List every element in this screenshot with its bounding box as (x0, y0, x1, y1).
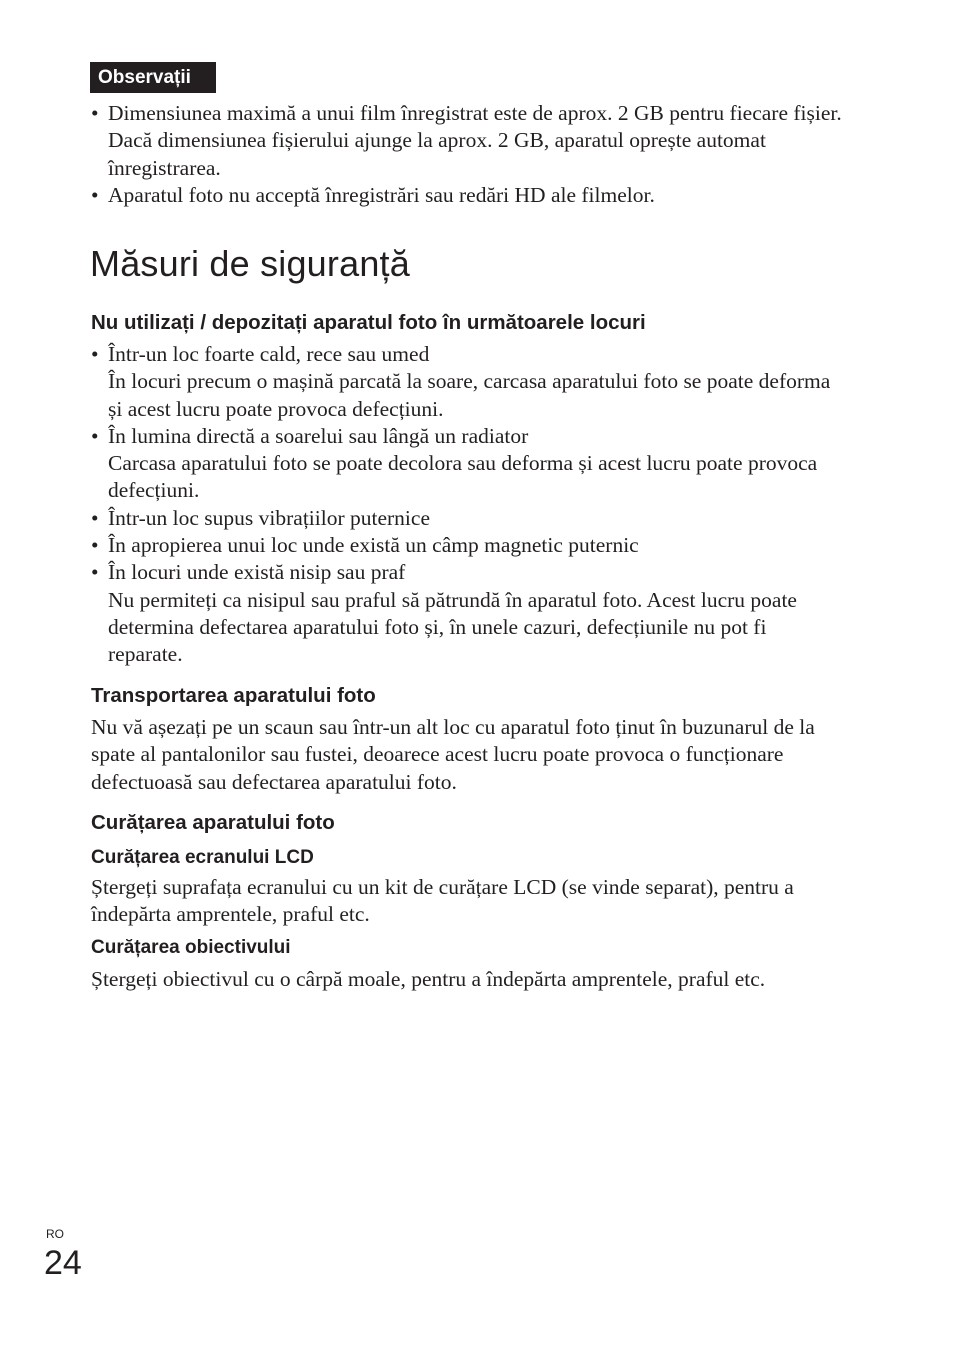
page-number: 24 (44, 1244, 82, 1282)
bullet-icon: • (91, 423, 99, 448)
list-item (91, 532, 843, 559)
cleaning-heading: Curățarea aparatului foto (91, 811, 335, 834)
item-detail: Carcasa aparatului foto se poate decolora sau deforma și acest lucru poate provoca defecțiuni. (108, 451, 818, 503)
note-text: Aparatul foto nu acceptă înregistrări sau redări HD ale filmelor. (108, 182, 655, 207)
storage-list (91, 341, 843, 669)
note-text: Dimensiunea maximă a unui film înregistrat este de aprox. 2 GB pentru fiecare fișier. Dacă dimensiunea fișierului ajunge la aprox. 2 GB, aparatul oprește automat înregistrarea. (108, 101, 842, 180)
lens-cleaning-body: Ștergeți obiectivul cu o cârpă moale, pentru a îndepărta amprentele, praful etc. (91, 967, 766, 991)
bullet-icon: • (91, 560, 99, 585)
list-item (91, 100, 851, 182)
bullet-icon: • (91, 342, 99, 366)
list-item (91, 341, 843, 423)
list-item (91, 182, 851, 209)
item-text: În apropierea unui loc unde există un câmp magnetic puternic (108, 533, 639, 558)
item-text: În lumina directă a soarelui sau lângă un radiator (108, 423, 529, 448)
list-item (91, 559, 843, 668)
list-item (91, 423, 843, 505)
language-code: RO (46, 1227, 64, 1241)
lcd-cleaning-body: Ștergeți suprafața ecranului cu un kit de curățare LCD (se vinde separat), pentru a îndepărta amprentele, praful etc. (91, 875, 794, 927)
bullet-icon: • (91, 505, 99, 530)
notes-list (91, 100, 851, 209)
bullet-icon: • (91, 182, 99, 207)
storage-heading: Nu utilizați / depozitați aparatul foto în următoarele locuri (91, 311, 646, 334)
bullet-icon: • (91, 101, 99, 125)
transport-body: Nu vă așezați pe un scaun sau într-un alt loc cu aparatul foto ținut în buzunarul de la spate al pantalonilor sau fustei, deoarece acest lucru poate provoca o funcționare defectuoasă sau defectarea aparatului foto. (91, 715, 815, 794)
transport-heading: Transportarea aparatului foto (91, 684, 376, 707)
section-title: Măsuri de siguranță (90, 243, 410, 284)
bullet-icon: • (91, 533, 99, 558)
item-text: În locuri unde există nisip sau praf (108, 560, 406, 585)
notes-badge: Observații (90, 62, 216, 93)
item-detail: În locuri precum o mașină parcată la soare, carcasa aparatului foto se poate deforma și acest lucru poate provoca defecțiuni. (108, 369, 831, 421)
list-item (91, 505, 843, 532)
lcd-cleaning-heading: Curățarea ecranului LCD (91, 847, 314, 868)
item-detail: Nu permiteți ca nisipul sau praful să pătrundă în aparatul foto. Acest lucru poate determina defectarea aparatului foto și, în unele cazuri, defecțiunile nu pot fi reparate. (108, 587, 797, 667)
item-text: Într-un loc supus vibrațiilor puternice (108, 505, 430, 530)
lens-cleaning-heading: Curățarea obiectivului (91, 937, 291, 958)
item-text: Într-un loc foarte cald, rece sau umed (108, 342, 430, 366)
